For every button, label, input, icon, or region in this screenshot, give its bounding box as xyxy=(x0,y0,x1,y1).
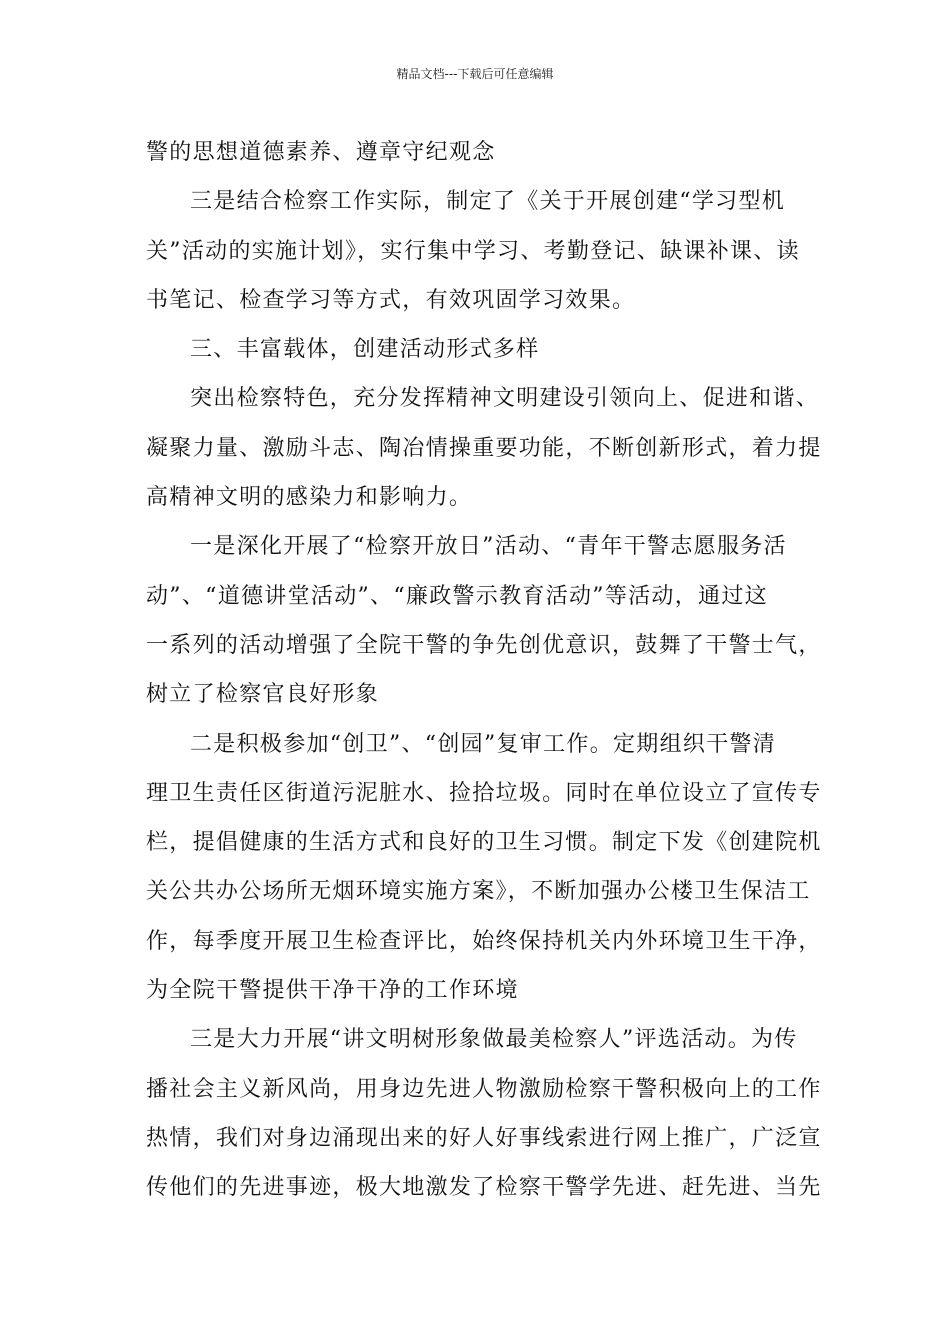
text-line: 凝聚力量、激励斗志、陶冶情操重要功能，不断创新形式，着力提 xyxy=(146,435,822,461)
text-line: 栏，提倡健康的生活方式和良好的卫生习惯。制定下发《创建院机 xyxy=(146,830,822,856)
text-line: 三、丰富载体，创建活动形式多样 xyxy=(190,337,540,363)
text-line: 三是大力开展“讲文明树形象做最美检察人”评选活动。为传 xyxy=(190,1027,798,1053)
text-line: 高精神文明的感染力和影响力。 xyxy=(146,485,473,511)
text-line: 关公共办公场所无烟环境实施方案》，不断加强办公楼卫生保洁工 xyxy=(146,879,811,905)
text-line: 理卫生责任区街道污泥脏水、捡拾垃圾。同时在单位设立了宣传专 xyxy=(146,780,822,806)
text-line: 作，每季度开展卫生检查评比，始终保持机关内外环境卫生干净， xyxy=(146,928,822,954)
text-line: 一系列的活动增强了全院干警的争先创优意识，鼓舞了干警士气， xyxy=(146,632,822,658)
page-header: 精品文档---下载后可任意编辑 xyxy=(396,67,554,81)
text-line: 警的思想道德素养、遵章守纪观念 xyxy=(146,140,496,165)
text-line: 树立了检察官良好形象 xyxy=(146,682,380,708)
text-line: 播社会主义新风尚，用身边先进人物激励检察干警积极向上的工作 xyxy=(146,1076,822,1102)
text-line: 为全院干警提供干净干净的工作环境 xyxy=(146,978,519,1004)
text-line: 书笔记、检查学习等方式，有效巩固学习效果。 xyxy=(146,287,636,313)
text-line: 突出检察特色，充分发挥精神文明建设引领向上、促进和谐、 xyxy=(190,386,820,412)
text-line: 动”、“道德讲堂活动”、“廉政警示教育活动”等活动，通过这 xyxy=(146,583,768,609)
text-line: 二是积极参加“创卫”、“创园”复审工作。定期组织干警清 xyxy=(190,731,777,757)
document-body xyxy=(146,128,822,1213)
text-line: 热情，我们对身边涌现出来的好人好事线索进行网上推广，广泛宣 xyxy=(146,1125,822,1151)
text-line: 传他们的先进事迹，极大地激发了检察干警学先进、赶先进、当先 xyxy=(146,1175,822,1201)
text-line: 关”活动的实施计划》，实行集中学习、考勤登记、缺课补课、读 xyxy=(146,238,800,264)
text-line: 一是深化开展了“检察开放日”活动、“青年干警志愿服务活 xyxy=(190,534,787,560)
text-line: 三是结合检察工作实际，制定了《关于开展创建“学习型机 xyxy=(190,189,786,215)
